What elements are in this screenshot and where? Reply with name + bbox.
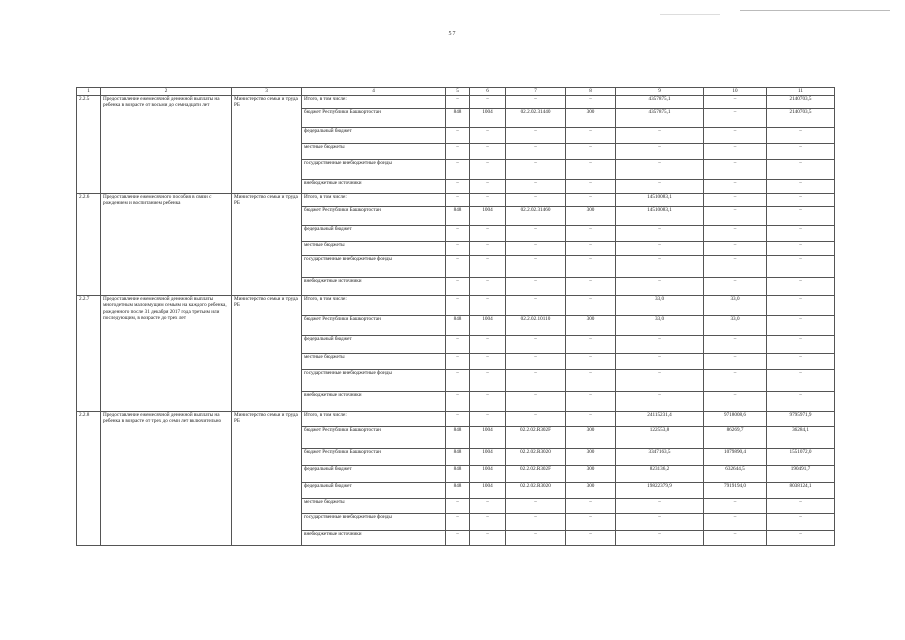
value-cell-c9: 33,0 <box>616 315 704 335</box>
value-cell-c6: – <box>470 143 506 159</box>
value-cell-c5: – <box>446 179 470 193</box>
value-cell-c11: – <box>767 295 835 315</box>
value-cell-c11: – <box>767 369 835 391</box>
value-cell-c11: – <box>767 255 835 277</box>
value-cell-c9: 24115231,4 <box>616 411 704 426</box>
value-cell-c10: – <box>704 193 767 206</box>
value-cell-c5: 848 <box>446 465 470 482</box>
value-cell-c7: – <box>506 255 566 277</box>
value-cell-c8: – <box>566 277 616 295</box>
item-number: 2.2.6 <box>77 193 101 295</box>
value-cell-c11: – <box>767 391 835 411</box>
value-cell-c7: – <box>506 193 566 206</box>
item-name: Предоставление ежемесячной денежной выплаты многодетным малоимущим семьям на каждого ребенка, рожденного после 31 декабря 2017 года третьим или последующим, в возрасте до трех лет <box>101 295 232 411</box>
value-cell-c7: – <box>506 411 566 426</box>
value-cell-c10: – <box>704 179 767 193</box>
value-cell-c11: – <box>767 353 835 369</box>
value-cell-c8: – <box>566 295 616 315</box>
value-cell-c6: – <box>470 513 506 530</box>
value-cell-c11: 2140703,5 <box>767 95 835 108</box>
value-cell-c9: – <box>616 335 704 353</box>
value-cell-c8: – <box>566 513 616 530</box>
header-cell: 11 <box>767 88 835 96</box>
table-row <box>77 193 835 206</box>
value-cell-c5: – <box>446 241 470 255</box>
value-cell-c10: 33,0 <box>704 315 767 335</box>
value-cell-c10: – <box>704 277 767 295</box>
value-cell-c5: 848 <box>446 448 470 465</box>
funding-source: государственные внебюджетные фонды <box>302 513 446 530</box>
item-name: Предоставление ежемесячной денежной выплаты на ребенка в возрасте от трех до семи лет включительно <box>101 411 232 545</box>
funding-source: бюджет Республики Башкортостан <box>302 315 446 335</box>
table-row <box>77 295 835 315</box>
value-cell-c9: – <box>616 225 704 241</box>
page-number: 57 <box>448 31 457 37</box>
funding-source: государственные внебюджетные фонды <box>302 159 446 179</box>
value-cell-c5: – <box>446 353 470 369</box>
value-cell-c11: – <box>767 513 835 530</box>
value-cell-c9: 823136,2 <box>616 465 704 482</box>
value-cell-c8: – <box>566 241 616 255</box>
value-cell-c9: – <box>616 353 704 369</box>
value-cell-c5: 848 <box>446 482 470 498</box>
value-cell-c6: – <box>470 369 506 391</box>
value-cell-c5: – <box>446 95 470 108</box>
funding-source: бюджет Республики Башкортостан <box>302 206 446 225</box>
responsible-org: Министерство семьи и труда РБ <box>232 411 302 545</box>
value-cell-c11: 2140703,5 <box>767 108 835 127</box>
table-row <box>77 411 835 426</box>
value-cell-c11: 36284,1 <box>767 426 835 448</box>
value-cell-c9: – <box>616 127 704 143</box>
value-cell-c6: – <box>470 498 506 513</box>
value-cell-c8: – <box>566 193 616 206</box>
value-cell-c9: – <box>616 143 704 159</box>
value-cell-c10: – <box>704 159 767 179</box>
value-cell-c7: – <box>506 143 566 159</box>
value-cell-c5: – <box>446 391 470 411</box>
value-cell-c10: 632644,5 <box>704 465 767 482</box>
value-cell-c11: – <box>767 241 835 255</box>
funding-source: внебюджетные источники <box>302 179 446 193</box>
value-cell-c7: – <box>506 335 566 353</box>
value-cell-c5: – <box>446 255 470 277</box>
value-cell-c11: 190491,7 <box>767 465 835 482</box>
value-cell-c10: – <box>704 143 767 159</box>
value-cell-c6: – <box>470 295 506 315</box>
funding-source: бюджет Республики Башкортостан <box>302 426 446 448</box>
value-cell-c8: 300 <box>566 315 616 335</box>
value-cell-c5: – <box>446 143 470 159</box>
value-cell-c8: – <box>566 127 616 143</box>
funding-source: Итого, в том числе: <box>302 193 446 206</box>
value-cell-c6: – <box>470 179 506 193</box>
value-cell-c7: – <box>506 225 566 241</box>
value-cell-c6: – <box>470 353 506 369</box>
value-cell-c5: – <box>446 225 470 241</box>
value-cell-c5: 848 <box>446 315 470 335</box>
value-cell-c11: – <box>767 143 835 159</box>
value-cell-c11: – <box>767 277 835 295</box>
header-cell: 4 <box>302 88 446 96</box>
value-cell-c10: 9718008,6 <box>704 411 767 426</box>
value-cell-c9: – <box>616 391 704 411</box>
value-cell-c9: – <box>616 241 704 255</box>
value-cell-c5: 848 <box>446 206 470 225</box>
value-cell-c7: – <box>506 295 566 315</box>
value-cell-c7: 02.2.02.10110 <box>506 315 566 335</box>
funding-source: внебюджетные источники <box>302 391 446 411</box>
value-cell-c7: – <box>506 277 566 295</box>
value-cell-c6: 1004 <box>470 206 506 225</box>
value-cell-c7: – <box>506 530 566 545</box>
value-cell-c10: – <box>704 335 767 353</box>
value-cell-c7: – <box>506 369 566 391</box>
value-cell-c10: – <box>704 95 767 108</box>
value-cell-c8: 300 <box>566 465 616 482</box>
funding-source: бюджет Республики Башкортостан <box>302 448 446 465</box>
value-cell-c8: 300 <box>566 426 616 448</box>
value-cell-c10: 86269,7 <box>704 426 767 448</box>
header-cell: 7 <box>506 88 566 96</box>
value-cell-c8: 300 <box>566 448 616 465</box>
value-cell-c9: – <box>616 513 704 530</box>
value-cell-c9: – <box>616 369 704 391</box>
funding-source: бюджет Республики Башкортостан <box>302 108 446 127</box>
header-cell: 1 <box>77 88 101 96</box>
value-cell-c5: – <box>446 295 470 315</box>
value-cell-c8: – <box>566 369 616 391</box>
value-cell-c9: 19822379,9 <box>616 482 704 498</box>
value-cell-c7: – <box>506 391 566 411</box>
value-cell-c7: 02.2.02.R302F <box>506 426 566 448</box>
item-name: Предоставление ежемесячного пособия в связи с рождением и воспитанием ребенка <box>101 193 232 295</box>
value-cell-c8: – <box>566 143 616 159</box>
value-cell-c9: 33,0 <box>616 295 704 315</box>
value-cell-c7: 02.2.02.31460 <box>506 206 566 225</box>
value-cell-c5: – <box>446 193 470 206</box>
value-cell-c5: – <box>446 513 470 530</box>
responsible-org: Министерство семьи и труда РБ <box>232 193 302 295</box>
value-cell-c6: 1004 <box>470 108 506 127</box>
value-cell-c7: 02.2.02.R302F <box>506 465 566 482</box>
funding-source: Итого, в том числе: <box>302 95 446 108</box>
header-cell: 3 <box>232 88 302 96</box>
value-cell-c7: – <box>506 353 566 369</box>
budget-table <box>76 87 835 546</box>
value-cell-c11: – <box>767 225 835 241</box>
value-cell-c11: – <box>767 530 835 545</box>
value-cell-c8: – <box>566 95 616 108</box>
value-cell-c6: – <box>470 335 506 353</box>
value-cell-c6: – <box>470 95 506 108</box>
value-cell-c6: – <box>470 241 506 255</box>
funding-source: внебюджетные источники <box>302 530 446 545</box>
value-cell-c8: – <box>566 159 616 179</box>
value-cell-c7: – <box>506 159 566 179</box>
header-cell: 8 <box>566 88 616 96</box>
value-cell-c9: – <box>616 159 704 179</box>
value-cell-c8: – <box>566 530 616 545</box>
value-cell-c11: – <box>767 206 835 225</box>
value-cell-c7: – <box>506 513 566 530</box>
value-cell-c5: 848 <box>446 426 470 448</box>
value-cell-c8: – <box>566 411 616 426</box>
value-cell-c10: – <box>704 498 767 513</box>
value-cell-c10: 7919194,0 <box>704 482 767 498</box>
value-cell-c6: – <box>470 530 506 545</box>
value-cell-c10: – <box>704 225 767 241</box>
value-cell-c7: – <box>506 95 566 108</box>
value-cell-c9: 14510083,1 <box>616 206 704 225</box>
value-cell-c11: 9795971,9 <box>767 411 835 426</box>
value-cell-c10: 1079890,4 <box>704 448 767 465</box>
value-cell-c5: – <box>446 498 470 513</box>
funding-source: государственные внебюджетные фонды <box>302 369 446 391</box>
value-cell-c6: – <box>470 277 506 295</box>
value-cell-c5: – <box>446 277 470 295</box>
value-cell-c8: – <box>566 179 616 193</box>
value-cell-c5: – <box>446 159 470 179</box>
value-cell-c7: 02.2.02.31440 <box>506 108 566 127</box>
responsible-org: Министерство семьи и труда РБ <box>232 95 302 193</box>
value-cell-c10: 33,0 <box>704 295 767 315</box>
header-cell: 10 <box>704 88 767 96</box>
funding-source: местные бюджеты <box>302 241 446 255</box>
value-cell-c11: – <box>767 498 835 513</box>
value-cell-c6: – <box>470 255 506 277</box>
funding-source: местные бюджеты <box>302 143 446 159</box>
value-cell-c6: 1004 <box>470 426 506 448</box>
value-cell-c5: – <box>446 369 470 391</box>
value-cell-c8: 300 <box>566 206 616 225</box>
value-cell-c6: 1004 <box>470 315 506 335</box>
funding-source: внебюджетные источники <box>302 277 446 295</box>
value-cell-c6: – <box>470 391 506 411</box>
value-cell-c5: – <box>446 127 470 143</box>
value-cell-c10: – <box>704 391 767 411</box>
value-cell-c9: 14510083,1 <box>616 193 704 206</box>
value-cell-c9: – <box>616 530 704 545</box>
value-cell-c9: – <box>616 255 704 277</box>
funding-source: Итого, в том числе: <box>302 411 446 426</box>
value-cell-c9: 4357875,1 <box>616 108 704 127</box>
value-cell-c11: – <box>767 179 835 193</box>
funding-source: местные бюджеты <box>302 353 446 369</box>
value-cell-c7: 02.2.02.R3020 <box>506 482 566 498</box>
value-cell-c10: – <box>704 255 767 277</box>
value-cell-c10: – <box>704 206 767 225</box>
header-cell: 5 <box>446 88 470 96</box>
value-cell-c8: – <box>566 335 616 353</box>
value-cell-c6: 1004 <box>470 482 506 498</box>
value-cell-c9: – <box>616 277 704 295</box>
value-cell-c8: – <box>566 225 616 241</box>
value-cell-c7: – <box>506 498 566 513</box>
value-cell-c6: – <box>470 411 506 426</box>
funding-source: федеральный бюджет <box>302 127 446 143</box>
value-cell-c10: – <box>704 127 767 143</box>
value-cell-c8: – <box>566 255 616 277</box>
value-cell-c11: – <box>767 335 835 353</box>
scan-artifact <box>660 14 720 15</box>
value-cell-c7: – <box>506 127 566 143</box>
value-cell-c9: 4357875,1 <box>616 95 704 108</box>
value-cell-c11: – <box>767 159 835 179</box>
value-cell-c8: – <box>566 353 616 369</box>
value-cell-c10: – <box>704 513 767 530</box>
item-name: Предоставление ежемесячной денежной выплаты на ребенка в возрасте от восьми до семнадцати лет <box>101 95 232 193</box>
value-cell-c6: 1004 <box>470 465 506 482</box>
value-cell-c10: – <box>704 369 767 391</box>
value-cell-c8: – <box>566 498 616 513</box>
value-cell-c6: – <box>470 159 506 179</box>
value-cell-c5: – <box>446 335 470 353</box>
funding-source: государственные внебюджетные фонды <box>302 255 446 277</box>
value-cell-c9: – <box>616 179 704 193</box>
value-cell-c8: – <box>566 391 616 411</box>
value-cell-c5: 848 <box>446 108 470 127</box>
funding-source: федеральный бюджет <box>302 465 446 482</box>
header-cell: 2 <box>101 88 232 96</box>
value-cell-c11: – <box>767 127 835 143</box>
value-cell-c7: – <box>506 179 566 193</box>
value-cell-c10: – <box>704 108 767 127</box>
value-cell-c10: – <box>704 241 767 255</box>
header-cell: 6 <box>470 88 506 96</box>
value-cell-c10: – <box>704 353 767 369</box>
header-cell: 9 <box>616 88 704 96</box>
value-cell-c6: – <box>470 193 506 206</box>
scan-artifact <box>740 10 890 11</box>
item-number: 2.2.8 <box>77 411 101 545</box>
value-cell-c7: 02.2.02.R3020 <box>506 448 566 465</box>
funding-source: федеральный бюджет <box>302 335 446 353</box>
value-cell-c6: 1004 <box>470 448 506 465</box>
value-cell-c6: – <box>470 225 506 241</box>
value-cell-c9: 3347163,5 <box>616 448 704 465</box>
item-number: 2.2.5 <box>77 95 101 193</box>
value-cell-c11: – <box>767 315 835 335</box>
value-cell-c11: 1551072,0 <box>767 448 835 465</box>
item-number: 2.2.7 <box>77 295 101 411</box>
value-cell-c6: – <box>470 127 506 143</box>
table-row <box>77 95 835 108</box>
value-cell-c5: – <box>446 411 470 426</box>
value-cell-c8: 300 <box>566 108 616 127</box>
value-cell-c8: 300 <box>566 482 616 498</box>
header-row <box>77 88 835 96</box>
value-cell-c11: 8038124,1 <box>767 482 835 498</box>
value-cell-c9: – <box>616 498 704 513</box>
funding-source: федеральный бюджет <box>302 482 446 498</box>
funding-source: местные бюджеты <box>302 498 446 513</box>
value-cell-c7: – <box>506 241 566 255</box>
value-cell-c9: 122553,8 <box>616 426 704 448</box>
responsible-org: Министерство семьи и труда РБ <box>232 295 302 411</box>
value-cell-c11: – <box>767 193 835 206</box>
funding-source: Итого, в том числе: <box>302 295 446 315</box>
value-cell-c10: – <box>704 530 767 545</box>
funding-source: федеральный бюджет <box>302 225 446 241</box>
value-cell-c5: – <box>446 530 470 545</box>
